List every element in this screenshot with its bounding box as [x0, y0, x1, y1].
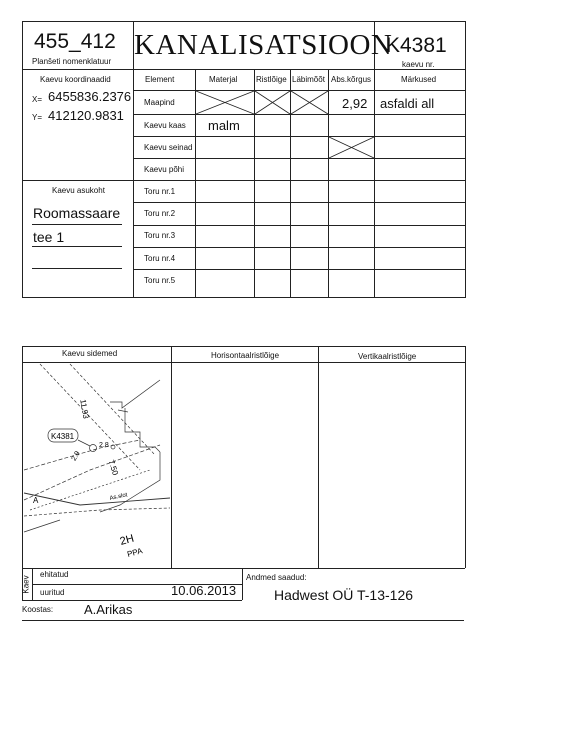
- kaevu-kaas-material: malm: [208, 118, 240, 133]
- built-label: ehitatud: [40, 570, 69, 579]
- sketch-dim-2-9: 2.9: [70, 450, 82, 463]
- row-label-toru-1: Toru nr.1: [144, 187, 176, 196]
- source-label: Andmed saadud:: [246, 573, 307, 582]
- sketch-dim-2-8: 2.8: [99, 442, 109, 449]
- x-label: X=: [32, 95, 43, 104]
- y-label: Y=: [32, 113, 43, 122]
- col-header-element: Element: [145, 75, 175, 84]
- row-label-toru-5: Toru nr.5: [144, 276, 176, 285]
- surveyed-label: uuritud: [40, 588, 65, 597]
- sketch-label-2h: 2H: [118, 532, 136, 548]
- sketch-label-as: As.slot: [109, 492, 129, 502]
- row-label-toru-3: Toru nr.3: [144, 231, 176, 240]
- sheet-code: 455_412: [34, 30, 116, 53]
- sketch-dim-7-50: 7.50: [106, 458, 120, 477]
- col-header-abs-korgus: Abs.kõrgus: [331, 75, 372, 84]
- row-label-kaevu-kaas: Kaevu kaas: [144, 121, 186, 130]
- col-header-materjal: Materjal: [209, 75, 238, 84]
- row-label-kaevu-seinad: Kaevu seinad: [144, 143, 193, 152]
- sketch-label-a: A: [33, 496, 39, 505]
- horizontal-section-heading: Horisontaalristlõige: [211, 351, 280, 360]
- well-id: K4381: [386, 34, 447, 57]
- author-label: Koostas:: [22, 605, 54, 614]
- well-caption: kaevu nr.: [402, 60, 435, 69]
- page-title: KANALISATSIOON: [134, 29, 393, 61]
- col-header-markused: Märkused: [401, 75, 437, 84]
- source-value: Hadwest OÜ T-13-126: [274, 587, 414, 603]
- author-value: A.Arikas: [84, 602, 133, 617]
- row-label-toru-4: Toru nr.4: [144, 254, 176, 263]
- col-header-ristloige: Ristlõige: [256, 75, 287, 84]
- y-value: 412120.9831: [48, 108, 124, 123]
- sketch-well-label: K4381: [51, 432, 75, 441]
- row-label-toru-2: Toru nr.2: [144, 209, 176, 218]
- location-heading: Kaevu asukoht: [52, 186, 105, 195]
- row-label-kaevu-pohi: Kaevu põhi: [144, 165, 185, 174]
- side-label-kaev: Kaev: [21, 575, 31, 594]
- row-label-maapind: Maapind: [144, 98, 175, 107]
- maapind-abs-height: 2,92: [342, 96, 368, 111]
- maapind-remarks: asfaldi all: [380, 96, 435, 111]
- vertical-section-heading: Vertikaalristlõige: [358, 352, 417, 361]
- location-line1: Roomassaare: [33, 205, 121, 221]
- surveyed-date: 10.06.2013: [171, 583, 237, 598]
- location-line2: tee 1: [33, 229, 65, 245]
- sketch-dim-11-93: 11.93: [78, 398, 91, 420]
- col-header-labimoot: Läbimõõt: [292, 75, 325, 84]
- sidemed-heading: Kaevu sidemed: [62, 349, 118, 358]
- coordinates-heading: Kaevu koordinaadid: [40, 75, 111, 84]
- sheet-caption: Planšeti nomenklatuur: [32, 57, 112, 66]
- sketch-label-ppa: PPA: [126, 546, 144, 559]
- x-value: 6455836.2376: [48, 89, 132, 104]
